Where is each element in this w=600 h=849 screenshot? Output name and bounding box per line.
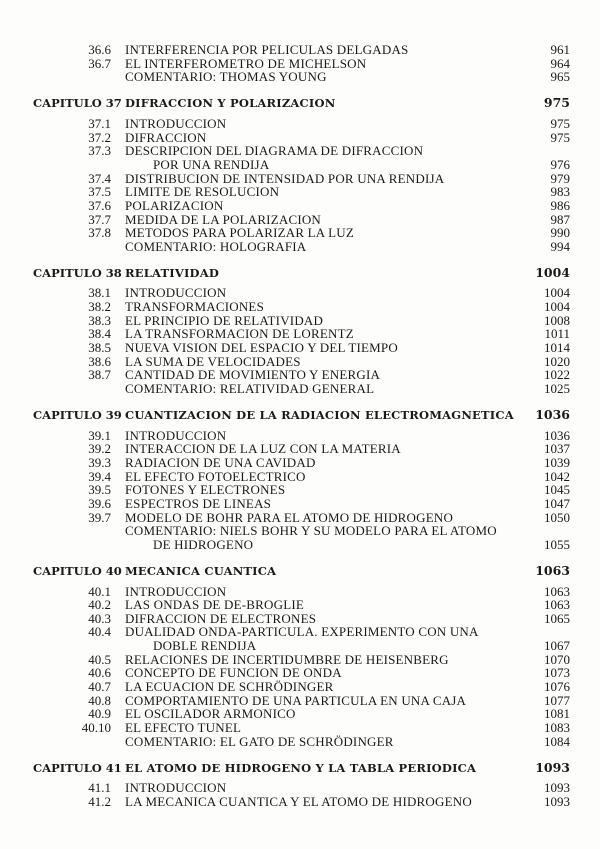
section-title: LA MECANICA CUANTICA Y EL ATOMO DE HIDROGENO: [125, 793, 472, 809]
section-page-number: 1050: [544, 509, 570, 525]
section-page-number: 1025: [544, 381, 570, 396]
section-number: 38.1: [88, 285, 111, 301]
section-title-continuation: DOBLE RENDIJA: [153, 638, 257, 654]
section-number: 39.4: [88, 468, 111, 484]
section-title: COMENTARIO: THOMAS YOUNG: [125, 69, 327, 85]
section-title: INTRODUCCION: [125, 115, 227, 131]
section-title: INTRODUCCION: [125, 780, 227, 796]
section-number: 39.1: [88, 427, 111, 443]
toc-entry: [0, 625, 600, 639]
section-number: 36.6: [88, 42, 111, 57]
section-title-continuation: DE HIDROGENO: [153, 536, 254, 552]
toc-entry: [0, 43, 600, 57]
section-page-number: 1093: [544, 793, 570, 809]
toc-entry: [0, 524, 600, 538]
toc-entry-continuation: [0, 639, 600, 653]
section-title: INTRODUCCION: [125, 285, 227, 301]
section-title: LA TRANSFORMACION DE LORENTZ: [125, 326, 354, 342]
section-page-number: 1073: [544, 665, 570, 681]
section-page-number: 1037: [544, 441, 570, 457]
toc-entry-continuation: [0, 538, 600, 552]
section-number: 41.2: [88, 793, 111, 809]
section-title: METODOS PARA POLARIZAR LA LUZ: [125, 225, 354, 241]
section-page-number: 1070: [544, 651, 570, 667]
chapter-page-number: 1063: [535, 563, 570, 578]
toc-entry: [0, 721, 600, 735]
section-title: INTERACCION DE LA LUZ CON LA MATERIA: [125, 441, 401, 457]
section-page-number: 979: [550, 170, 570, 186]
section-number: 39.6: [88, 495, 111, 511]
section-title: COMENTARIO: NIELS BOHR Y SU MODELO PARA EL ATOMO: [125, 523, 497, 539]
section-title: FOTONES Y ELECTRONES: [125, 482, 286, 498]
section-page-number: 975: [550, 115, 570, 131]
section-title: ESPECTROS DE LINEAS: [125, 495, 272, 511]
section-page-number: 1022: [544, 367, 570, 383]
section-title: DIFRACCION DE ELECTRONES: [125, 610, 317, 626]
section-number: 40.4: [88, 624, 111, 640]
toc-entry: [0, 795, 600, 809]
section-title: EL EFECTO FOTOELECTRICO: [125, 468, 306, 484]
chapter-title: RELATIVIDAD: [125, 265, 220, 280]
chapter-label: CAPITULO 38: [33, 265, 122, 280]
section-page-number: 994: [550, 238, 570, 254]
section-number: 37.6: [88, 197, 111, 213]
toc-entry: [0, 117, 600, 131]
section-title: MODELO DE BOHR PARA EL ATOMO DE HIDROGENO: [125, 509, 454, 525]
toc-entry: [0, 144, 600, 158]
toc-entry: [0, 735, 600, 749]
chapter-page-number: 975: [543, 95, 570, 111]
chapter-page-number: 1093: [535, 759, 570, 775]
section-number: 40.9: [88, 706, 111, 722]
section-title: EL PRINCIPIO DE RELATIVIDAD: [125, 312, 324, 328]
toc-entry: [0, 199, 600, 213]
section-title: LIMITE DE RESOLUCION: [125, 184, 280, 200]
section-title: CONCEPTO DE FUNCION DE ONDA: [125, 665, 342, 681]
chapter-label: CAPITULO 37: [33, 96, 122, 111]
chapter-heading: [0, 266, 600, 280]
section-page-number: 1093: [544, 780, 570, 796]
section-number: 40.7: [88, 679, 111, 695]
chapter-title: DIFRACCION Y POLARIZACION: [125, 96, 336, 111]
chapter-heading: [0, 564, 600, 578]
section-page-number: 1063: [544, 597, 570, 613]
chapter-page-number: 1036: [535, 407, 570, 423]
section-number: 38.2: [88, 299, 111, 315]
section-title: COMPORTAMIENTO DE UNA PARTICULA EN UNA CAJA: [125, 692, 467, 708]
toc-entry: [0, 456, 600, 470]
section-page-number: 975: [550, 129, 570, 145]
section-number: 40.1: [88, 583, 111, 599]
section-number: 37.1: [88, 115, 111, 131]
section-title: COMENTARIO: RELATIVIDAD GENERAL: [125, 381, 375, 396]
section-title: DESCRIPCION DEL DIAGRAMA DE DIFRACCION: [125, 143, 424, 159]
chapter-page-number: 1004: [535, 264, 570, 280]
section-title-continuation: POR UNA RENDIJA: [153, 156, 270, 172]
section-title: DUALIDAD ONDA-PARTICULA. EXPERIMENTO CON UNA: [125, 624, 479, 640]
section-page-number: 987: [550, 211, 570, 227]
chapter-label: CAPITULO 40: [33, 564, 122, 578]
section-number: 40.8: [88, 692, 111, 708]
section-number: 39.5: [88, 482, 111, 498]
section-title: COMENTARIO: EL GATO DE SCHRÖDINGER: [125, 733, 394, 749]
section-title: INTRODUCCION: [125, 427, 227, 443]
section-number: 37.3: [88, 143, 111, 159]
section-page-number: 1084: [544, 733, 570, 749]
section-title: DIFRACCION: [125, 129, 207, 145]
section-title: LA SUMA DE VELOCIDADES: [125, 353, 301, 369]
section-page-number: 986: [550, 197, 570, 213]
toc-entry: [0, 680, 600, 694]
section-title: EL OSCILADOR ARMONICO: [125, 706, 296, 722]
chapter-heading: [0, 761, 600, 775]
section-page-number: 1020: [544, 353, 570, 369]
section-page-number: 990: [550, 225, 570, 241]
toc-entry-continuation: [0, 158, 600, 172]
section-number: 38.4: [88, 326, 111, 342]
section-title: RADIACION DE UNA CAVIDAD: [125, 454, 316, 470]
section-title: NUEVA VISION DEL ESPACIO Y DEL TIEMPO: [125, 340, 398, 356]
toc-entry: [0, 300, 600, 314]
section-number: 40.5: [88, 651, 111, 667]
chapter-heading: [0, 408, 600, 422]
section-title: RELACIONES DE INCERTIDUMBRE DE HEISENBERG: [125, 651, 449, 667]
section-number: 39.3: [88, 454, 111, 470]
section-number: 37.7: [88, 211, 111, 227]
section-title: LAS ONDAS DE DE-BROGLIE: [125, 597, 305, 613]
section-page-number: 961: [550, 42, 570, 57]
section-number: 37.2: [88, 129, 111, 145]
section-page-number: 1067: [544, 638, 570, 654]
section-number: 36.7: [88, 55, 111, 71]
chapter-title: EL ATOMO DE HIDROGENO Y LA TABLA PERIODICA: [125, 760, 477, 775]
section-title: EL EFECTO TUNEL: [125, 720, 242, 735]
section-title: TRANSFORMACIONES: [125, 299, 265, 315]
section-number: 37.8: [88, 225, 111, 241]
section-page-number: 1081: [544, 706, 570, 722]
section-page-number: 983: [550, 184, 570, 200]
section-number: 40.3: [88, 610, 111, 626]
section-number: 40.6: [88, 665, 111, 681]
section-number: 38.5: [88, 340, 111, 356]
chapter-title: CUANTIZACION DE LA RADIACION ELECTROMAGNETICA: [125, 408, 514, 423]
section-title: MEDIDA DE LA POLARIZACION: [125, 211, 322, 227]
section-title: COMENTARIO: HOLOGRAFIA: [125, 238, 307, 254]
toc-entry: [0, 497, 600, 511]
section-page-number: 1004: [544, 299, 570, 315]
section-page-number: 1014: [544, 340, 570, 356]
section-title: LA ECUACION DE SCHRÖDINGER: [125, 679, 334, 695]
section-page-number: 1039: [544, 454, 570, 470]
chapter-label: CAPITULO 41: [33, 760, 122, 775]
section-number: 37.5: [88, 184, 111, 200]
section-number: 40.10: [81, 720, 111, 735]
section-number: 37.4: [88, 170, 111, 186]
section-title: POLARIZACION: [125, 197, 224, 213]
section-page-number: 1047: [544, 495, 570, 511]
toc-entry: [0, 382, 600, 396]
chapter-title: MECANICA CUANTICA: [125, 564, 277, 578]
section-page-number: 1008: [544, 312, 570, 328]
chapter-heading: [0, 96, 600, 110]
chapter-label: CAPITULO 39: [33, 408, 122, 423]
section-page-number: 1045: [544, 482, 570, 498]
section-number: 40.2: [88, 597, 111, 613]
section-number: 38.3: [88, 312, 111, 328]
section-page-number: 1076: [544, 679, 570, 695]
section-page-number: 965: [550, 69, 570, 85]
section-title: INTRODUCCION: [125, 583, 227, 599]
section-number: 39.2: [88, 441, 111, 457]
toc-entry: [0, 341, 600, 355]
section-page-number: 1011: [544, 326, 570, 342]
section-number: 39.7: [88, 509, 111, 525]
section-page-number: 1083: [544, 720, 570, 735]
section-number: 38.7: [88, 367, 111, 383]
toc-entry: [0, 240, 600, 254]
section-title: EL INTERFEROMETRO DE MICHELSON: [125, 55, 367, 71]
section-title: DISTRIBUCION DE INTENSIDAD POR UNA RENDIJA: [125, 170, 445, 186]
section-number: 41.1: [88, 780, 111, 796]
section-page-number: 1042: [544, 468, 570, 484]
toc-entry: [0, 70, 600, 84]
section-page-number: 1077: [544, 692, 570, 708]
section-page-number: 1065: [544, 610, 570, 626]
section-number: 38.6: [88, 353, 111, 369]
section-page-number: 976: [550, 156, 570, 172]
section-title: CANTIDAD DE MOVIMIENTO Y ENERGIA: [125, 367, 381, 383]
section-page-number: 1004: [544, 285, 570, 301]
section-page-number: 1063: [544, 583, 570, 599]
section-title: INTERFERENCIA POR PELICULAS DELGADAS: [125, 42, 409, 57]
section-page-number: 1055: [544, 536, 570, 552]
section-page-number: 964: [550, 55, 570, 71]
section-page-number: 1036: [544, 427, 570, 443]
